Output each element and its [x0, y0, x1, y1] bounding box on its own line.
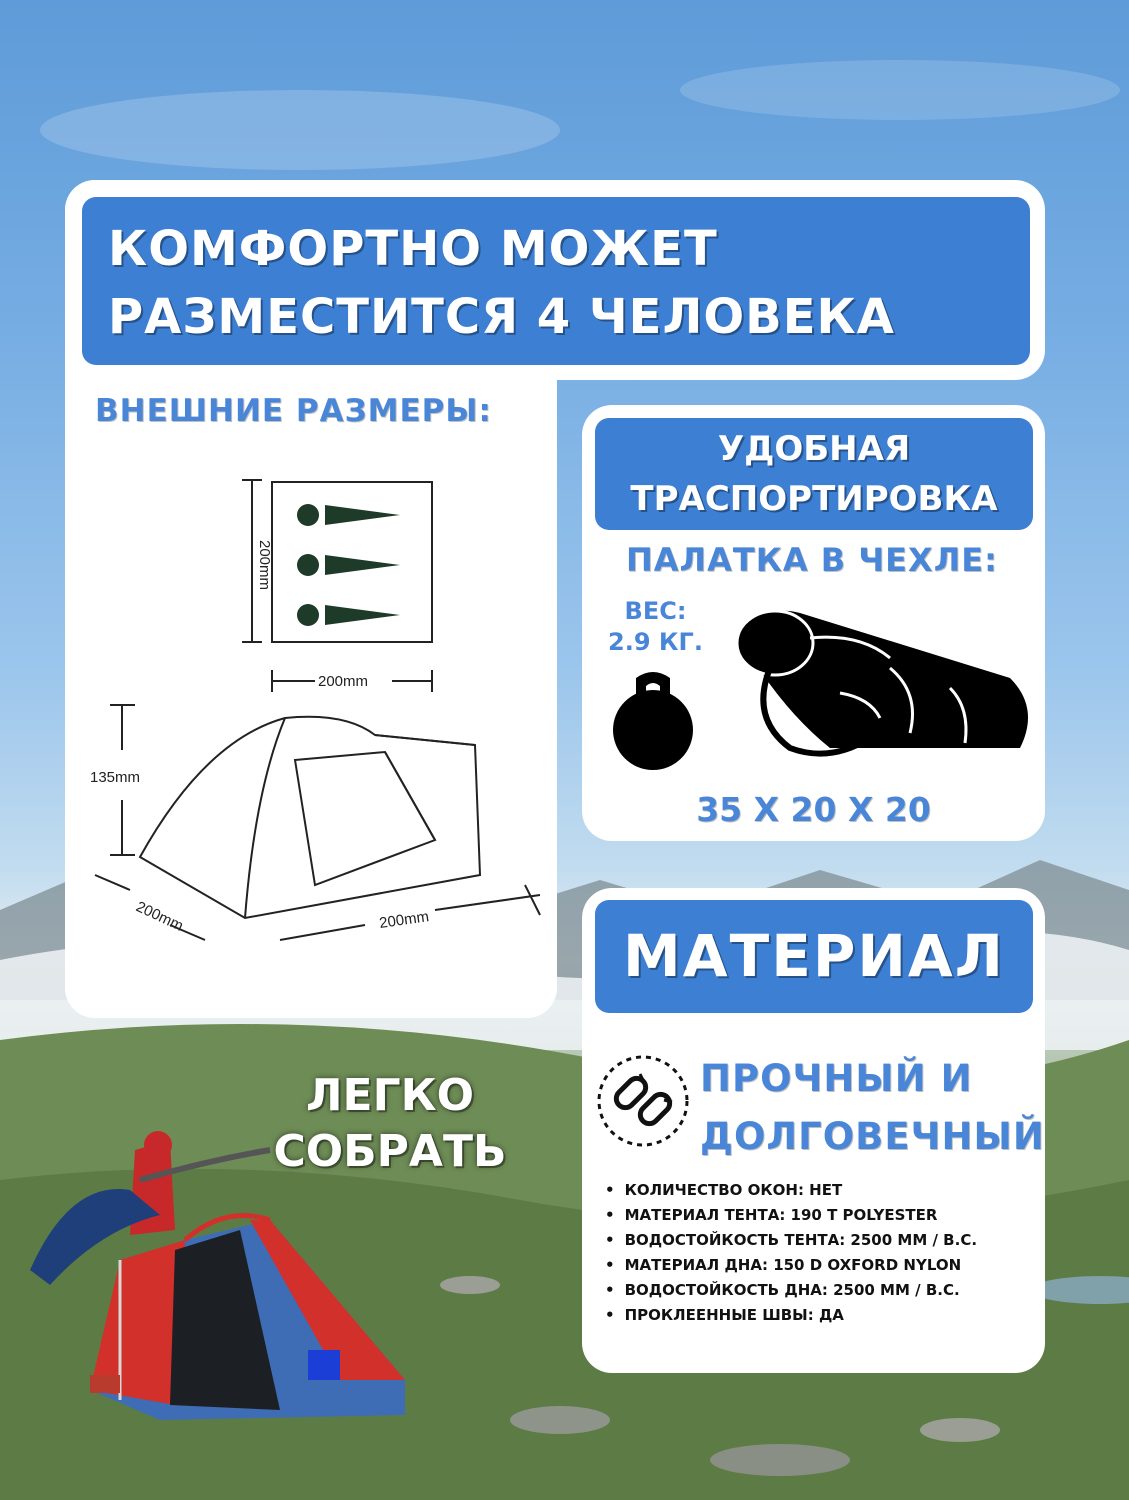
spec-item: • ВОДОСТОЙКОСТЬ ДНА: 2500 ММ / В.С.	[605, 1278, 1045, 1303]
assembly-line-1: ЛЕГКО	[305, 1070, 474, 1121]
dimensions-title: ВНЕШНИЕ РАЗМЕРЫ:	[95, 393, 492, 429]
weight-label: ВЕС:	[624, 597, 687, 625]
material-heading: МАТЕРИАЛ	[623, 922, 1005, 990]
transport-heading-line-1: УДОБНАЯ	[717, 429, 911, 469]
side-height-label: 135mm	[90, 769, 141, 786]
side-width-label: 200mm	[378, 908, 431, 932]
material-tagline-line-2: ДОЛГОВЕЧНЫЙ	[700, 1115, 1045, 1158]
headline-line-2: РАЗМЕСТИТСЯ 4 ЧЕЛОВЕКА	[108, 289, 895, 345]
bag-size: 35 Х 20 Х 20	[696, 790, 931, 829]
spec-item: • КОЛИЧЕСТВО ОКОН: НЕТ	[605, 1178, 1045, 1203]
spec-item: • ВОДОСТОЙКОСТЬ ТЕНТА: 2500 ММ / В.С.	[605, 1228, 1045, 1253]
spec-item: • ПРОКЛЕЕННЫЕ ШВЫ: ДА	[605, 1303, 1045, 1328]
transport-subheading: ПАЛАТКА В ЧЕХЛЕ:	[626, 541, 998, 579]
tent-top-view-diagram	[230, 470, 450, 700]
headline-line-1: КОМФОРТНО МОЖЕТ	[108, 221, 718, 277]
top-width-label: 200mm	[318, 673, 369, 690]
weight-block	[598, 596, 713, 658]
assembly-caption	[250, 1068, 530, 1180]
transport-banner	[595, 418, 1033, 530]
kettlebell-icon	[608, 668, 698, 773]
material-banner	[595, 900, 1033, 1013]
assembly-line-2: СОБРАТЬ	[273, 1126, 507, 1177]
spec-item: • МАТЕРИАЛ ДНА: 150 D OXFORD NYLON	[605, 1253, 1045, 1278]
material-tagline-line-1: ПРОЧНЫЙ И	[700, 1057, 973, 1100]
material-tagline	[700, 1050, 1045, 1166]
top-length-label: 200mm	[256, 539, 273, 591]
chain-link-icon	[594, 1052, 692, 1150]
weight-value: 2.9 КГ.	[608, 628, 703, 656]
spec-item: • МАТЕРИАЛ ТЕНТА: 190 T POLYESTER	[605, 1203, 1045, 1228]
tent-bag-icon	[720, 598, 1040, 773]
side-depth-label: 200mm	[133, 898, 186, 935]
transport-heading-line-2: ТРАСПОРТИРОВКА	[630, 479, 998, 519]
spec-list	[605, 1178, 1045, 1328]
headline-banner	[82, 197, 1030, 365]
tent-side-view-diagram	[85, 700, 555, 970]
